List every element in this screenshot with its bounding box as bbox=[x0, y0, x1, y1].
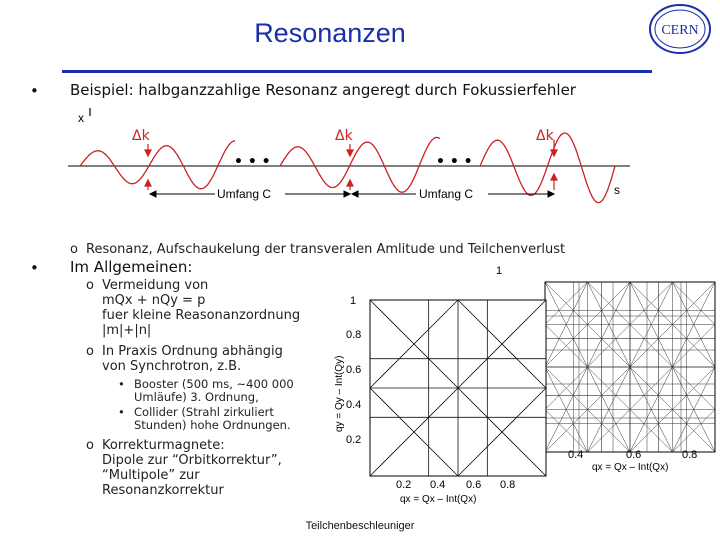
y-tick-08: 0.8 bbox=[346, 329, 362, 341]
correction-line-2: Dipole zur “Orbitkorrektur”, bbox=[102, 453, 282, 468]
subsub-bullet-icon: • bbox=[118, 405, 125, 419]
umfang-label-1: Umfang C bbox=[217, 187, 272, 201]
sub-bullet-resonance: Resonanz, Aufschaukelung der transveralen Amlitude und Teilchenverlust bbox=[86, 242, 566, 257]
y-axis-label: qy = Qy – Int(Qy) bbox=[334, 355, 345, 432]
axis-s-label: s bbox=[614, 183, 620, 197]
back-x-axis-label: qx = Qx – Int(Qx) bbox=[592, 462, 669, 473]
collider-line-1: Collider (Strahl zirkuliert bbox=[134, 405, 274, 419]
bullet-icon: • bbox=[30, 82, 39, 100]
back-x-tick-1: 0.4 bbox=[568, 449, 584, 461]
top-tick-label: 1 bbox=[496, 265, 503, 277]
delta-k-label-1: Δk bbox=[132, 128, 150, 144]
axis-x-label: x bbox=[78, 111, 84, 125]
avoid-line-1: Vermeidung von bbox=[102, 278, 209, 293]
practice-line-2: von Synchrotron, z.B. bbox=[102, 359, 242, 374]
high-order-line bbox=[715, 282, 720, 452]
practice-line-1: In Praxis Ordnung abhängig bbox=[102, 344, 283, 359]
umfang-arrows bbox=[150, 191, 554, 197]
bullet-icon: • bbox=[30, 259, 39, 277]
x-tick-02: 0.2 bbox=[396, 479, 412, 491]
sub-bullet-icon: o bbox=[86, 438, 94, 453]
y-tick-1: 1 bbox=[350, 295, 357, 307]
ellipsis-1: • • • bbox=[234, 154, 271, 170]
correction-line-3: “Multipole” zur bbox=[102, 468, 200, 483]
sub-bullet-icon: o bbox=[86, 344, 94, 359]
delta-k-label-3: Δk bbox=[536, 128, 554, 144]
footer-text: Teilchenbeschleuniger bbox=[305, 520, 415, 532]
x-axis-label: qx = Qx – Int(Qx) bbox=[400, 494, 477, 504]
sub-bullet-icon: o bbox=[86, 278, 94, 293]
avoid-line-4: |m|+|n| bbox=[102, 323, 152, 338]
delta-k-arrows bbox=[145, 140, 557, 190]
x-tick-06: 0.6 bbox=[466, 479, 482, 491]
tune-diagram-low-order bbox=[334, 295, 546, 504]
collider-line-2: Stunden) hohe Ordnungen. bbox=[134, 418, 291, 432]
correction-line-1: Korrekturmagnete: bbox=[102, 438, 225, 453]
title-divider bbox=[62, 70, 652, 73]
high-order-line bbox=[715, 282, 720, 452]
wave-segment-1 bbox=[80, 141, 235, 189]
bullet-example: Beispiel: halbganzzahlige Resonanz angeregt durch Fokussierfehler bbox=[70, 81, 576, 99]
high-order-line bbox=[715, 282, 720, 452]
subsub-bullet-icon: • bbox=[118, 377, 125, 391]
wave-segment-2 bbox=[280, 137, 440, 192]
y-tick-02: 0.2 bbox=[346, 434, 362, 446]
x-tick-08: 0.8 bbox=[500, 479, 516, 491]
high-order-line bbox=[715, 282, 720, 452]
cern-logo bbox=[646, 2, 714, 56]
y-tick-04: 0.4 bbox=[346, 399, 362, 411]
umfang-label-2: Umfang C bbox=[419, 187, 474, 201]
booster-line-2: Umläufe) 3. Ordnung, bbox=[134, 390, 259, 404]
ellipsis-2: • • • bbox=[436, 154, 473, 170]
tune-diagram-figure bbox=[330, 262, 720, 504]
back-x-tick-2: 0.6 bbox=[626, 449, 642, 461]
x-tick-04: 0.4 bbox=[430, 479, 446, 491]
delta-k-label-2: Δk bbox=[335, 128, 353, 144]
sub-bullet-icon: o bbox=[70, 242, 78, 257]
y-tick-06: 0.6 bbox=[346, 364, 362, 376]
resonance-waveform-figure bbox=[60, 104, 650, 216]
avoid-line-2: mQx + nQy = p bbox=[102, 293, 206, 308]
page-title: Resonanzen bbox=[254, 18, 406, 48]
logo-text: CERN bbox=[661, 23, 699, 38]
back-x-tick-3: 0.8 bbox=[682, 449, 698, 461]
avoid-line-3: fuer kleine Reasonanzordnung bbox=[102, 308, 301, 323]
correction-line-4: Resonanzkorrektur bbox=[102, 483, 224, 498]
bullet-general: Im Allgemeinen: bbox=[70, 258, 193, 276]
booster-line-1: Booster (500 ms, ~400 000 bbox=[134, 377, 294, 391]
